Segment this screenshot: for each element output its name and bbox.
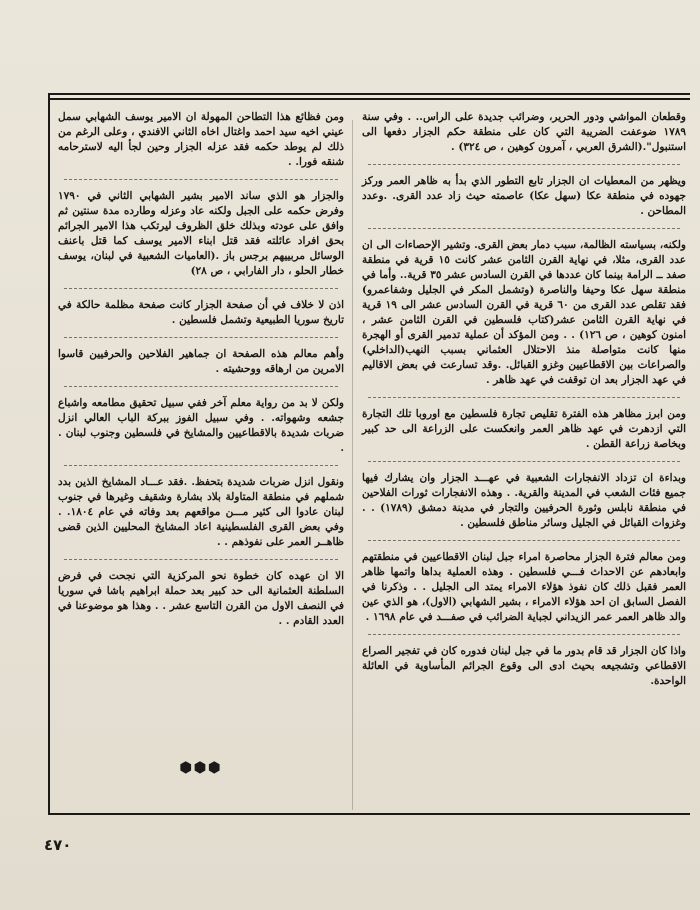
- paragraph: ومن فظائع هذا التطاحن المهولة ان الامير يوسف الشهابي سمل عيني اخيه سيد احمد واغتال اخاه الثاني الافندي ، وعلى الرغم من ذلك لم يوطد حكمه فقد عزله الجزار وحين لجأ اليه لاسترحامه شنقه فورا. .: [58, 111, 344, 168]
- paragraph: الا ان عهده كان خطوة نحو المركزية التي نجحت في فرض السلطنة العثمانية الى حد كبير بعد حملة ابراهيم باشا في سوريا في النصف الاول من القرن التاسع عشر . . وهذا هو موضوعنا في العدد القادم . .: [58, 570, 344, 627]
- paragraph: وأهم معالم هذه الصفحة ان جماهير الفلاحين والحرفيين قاسوا الامرين من ارهاقه ووحشيته .: [58, 348, 344, 375]
- paragraph-separator: [64, 465, 338, 466]
- paragraph: ولكن لا بد من رواية معلم آخر ففي سبيل تحقيق مطامعه واشباع جشعه وشهواته. . وفي سبيل الفوز ببركة الباب العالي انزل ضربات شديدة بالاقطاعيين والمشايخ في فلسطين وجنوب لبنان . .: [58, 397, 344, 454]
- paragraph-separator: [64, 179, 338, 180]
- paragraph-separator: [368, 461, 680, 462]
- paragraph: وقطعان المواشي ودور الحرير، وضرائب جديدة على الراس.. . وفي سنة ١٧٨٩ ضوعفت الضريبة التي كان على منطقة حكم الجزار دفعها الى استنبول".(الشرق العربي ، آمرون كوهين ، ص ٣٢٤) .: [362, 111, 686, 153]
- bottom-rule: [48, 813, 690, 815]
- paragraph-separator: [64, 386, 338, 387]
- right-column: [362, 110, 686, 696]
- paragraph-separator: [64, 559, 338, 560]
- left-border-rule: [48, 93, 50, 815]
- page-number: ٤٧٠: [44, 836, 72, 854]
- paragraph-separator: [64, 337, 338, 338]
- paragraph-separator: [368, 228, 680, 229]
- top-rule: [48, 93, 690, 95]
- paragraph: اذن لا خلاف في أن صفحة الجزار كانت صفحة مظلمة حالكة في تاريخ سوريا الطبيعية وتشمل فلسطين .: [58, 299, 344, 326]
- paragraph-separator: [368, 540, 680, 541]
- paragraph-separator: [368, 634, 680, 635]
- paragraph: وبداءة ان تزداد الانفجارات الشعبية في عهـــد الجزار وان يشارك فيها جميع فئات الشعب في المدينة والقرية. . وهذه الانفجارات ثورات الفلاحين في منطقة نابلس وثورة الحرفيين والتجار في مدينة دمشق (١٧٨٩) . . وغزوات القبائل في الجليل وسائر مناطق فلسطين .: [362, 472, 687, 529]
- left-column: [58, 110, 344, 776]
- paragraph-separator: [368, 164, 680, 165]
- paragraph: والجزار هو الذي ساند الامير بشير الشهابي الثاني في ١٧٩٠ وفرض حكمه على الجبل ولكنه عاد وعزله وطارده مدة سنتين ثم وافق على عودته وبذلك خلق الظروف ليرتكب هذا الامير الجرائم بحق افراد عائلته فقد قتل ابناء الامير يوسف كما قتل باعنف الوسائل مربييهم برجس باز .(العاميات الشعبية في لبنان، يوسف خطار الحلو ، دار الفارابي ، ص ٢٨): [58, 190, 344, 277]
- paragraph-separator: [368, 397, 680, 398]
- paragraph: ولكنه، بسياسته الظالمة، سبب دمار بعض القرى. وتشير الإحصاءات الى ان عدد القرى، مثلا، في نهاية القرن الثامن عشر كانت ١٥ قرية في منطقة صفد ــ الرامة بينما كان عددها في القرن السادس عشر ٣٥ قرية.. وأما في منطقة سهل عكا وحيفا والناصرة (وتشمل المكر في الجليل وشفاعمرو) فقد تقلص عدد القرى من ٦٠ قرية في القرن السادس عشر الى ١٩ قرية في نهاية القرن الثامن عشر(كتاب فلسطين في القرن الثامن عشر ، امنون كوهين ، ص ١٢٦) . . ومن المؤكد أن عملية تدمير القرى أو الهجرة منها كانت متواصلة منذ الاحتلال العثماني بسبب النهب(الداخلي) والصراعات بين الاقطاعيين وغزو القبائل. .وقد تسارعت في بعض الاقاليم في عهد الجزار بعد ان توقفت في عهد ظاهر .: [362, 239, 686, 386]
- paragraph: واذا كان الجزار قد قام بدور ما في جبل لبنان فدوره كان في تفجير الصراع الاقطاعي وتشجيعه بحيث ادى الى وقوع الجرائم المأساوية في العائلة الواحدة.: [362, 645, 686, 687]
- paragraph: ويظهر من المعطيات ان الجزار تابع التطور الذي بدأ به ظاهر العمر وركز جهوده في منطقة عكا (سهل عكا) عاصمته حيث زاد عدد القرى. .وعدد المطاحن .: [362, 175, 686, 217]
- top-rule-secondary: [48, 98, 690, 100]
- paragraph-separator: [64, 288, 338, 289]
- end-ornament-icon: ⬢⬢⬢: [179, 760, 223, 776]
- paragraph: ومن ابرز مظاهر هذه الفترة تقليص تجارة فلسطين مع اوروبا تلك التجارة التي ازدهرت في عهد ظاهر العمر وانعكست على الزراعة الى حد كبير وبخاصة زراعة القطن .: [362, 408, 686, 450]
- column-divider: [352, 120, 353, 810]
- paragraph: ونقول انزل ضربات شديدة بتحفظ. .فقد عـــاد المشايخ الذين بدد شملهم في منطقة المتاولة بلاد بشارة وشقيف وغيرها في جنوب لبنان عادوا الى كثير مـــن مواقعهم بعد وفاته في عام ١٨٠٤. . وفي بعض القرى الفلسطينية اعاد المشايخ المحليين الذين قضى ظاهــر العمر على نفوذهم . .: [58, 476, 344, 548]
- paragraph: ومن معالم فترة الجزار محاصرة امراء جبل لبنان الاقطاعيين في منطقتهم وابعادهم عن الاحداث فـــي فلسطين . وهذه العملية بداها واتمها ظاهر العمر فقبل ذلك كان نفوذ هؤلاء الامراء يمتد الى الجليل . . وذكرنا في الفصل السابق ان احد هؤلاء الامراء ، بشير الشهابي (الاول)، هو الذي عين والد ظاهر العمر عمر الزيداني لجباية الضرائب في صفـــد في عام ١٦٩٨ .: [362, 551, 686, 623]
